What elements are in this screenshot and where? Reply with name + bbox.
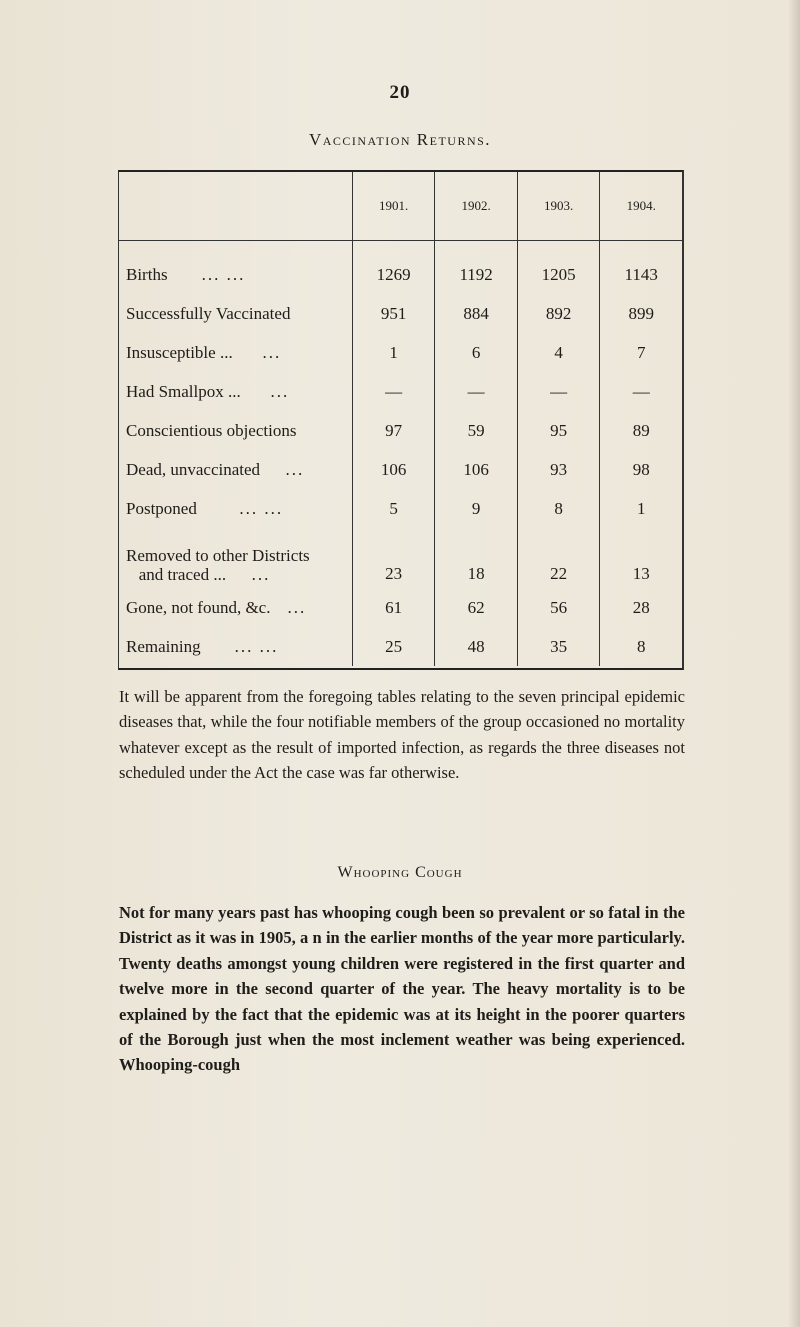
cell-value: 1143 — [600, 241, 682, 295]
section-title: Vaccination Returns. — [308, 130, 492, 149]
cell-value: — — [435, 372, 518, 411]
cell-value: 59 — [435, 411, 518, 450]
cell-value: — — [517, 372, 600, 411]
cell-value: 97 — [352, 411, 435, 450]
row-label: Insusceptible ... ... — [126, 342, 282, 362]
subheading-whooping-cough: Whooping Cough — [337, 864, 463, 881]
row-label: Had Smallpox ... ... — [126, 381, 290, 401]
table-row-remaining — [119, 627, 682, 666]
cell-value: 95 — [517, 411, 600, 450]
cell-value: 1205 — [517, 241, 600, 295]
row-label: Successfully Vaccinated — [126, 303, 291, 323]
table-row-gone-not-found — [119, 588, 682, 627]
cell-value: 56 — [517, 588, 600, 627]
cell-value: 25 — [352, 627, 435, 666]
header-year-1904: 1904. — [600, 172, 682, 241]
cell-value: 61 — [352, 588, 435, 627]
cell-value: 9 — [435, 489, 518, 528]
cell-value: 4 — [517, 333, 600, 372]
page-edge-shadow — [788, 0, 800, 1327]
cell-value: 89 — [600, 411, 682, 450]
cell-value: 106 — [435, 450, 518, 489]
header-year-1903: 1903. — [517, 172, 600, 241]
cell-value: 892 — [517, 294, 600, 333]
cell-value: 35 — [517, 627, 600, 666]
paragraph-epidemic-summary: It will be apparent from the foregoing tables relating to the seven principal epidemic diseases that, while the four notifiable members of the group occasioned no mortality whatever except as the result of imported infection, as regards the three diseases not scheduled under the Act the case was far otherwise. — [119, 687, 685, 783]
vaccination-returns-table — [118, 170, 684, 670]
paragraph-whooping-cough: Not for many years past has whooping cough been so prevalent or so fatal in the District as it was in 1905, a n in the earlier months of the year more particularly. Twenty deaths amongst young children were registered in the first quarter and twelve more in the second quarter of the year. The heavy mortality is to be explained by the fact that the epidemic was at its height in the poorer quarters of the Borough just when the most inclement weather was being experienced. Whooping-cough — [119, 903, 685, 1075]
cell-value: 1 — [352, 333, 435, 372]
cell-value: — — [600, 372, 682, 411]
cell-value: 1 — [600, 489, 682, 528]
cell-value: 28 — [600, 588, 682, 627]
table-row-dead-unvaccinated — [119, 450, 682, 489]
table-row-births — [119, 241, 682, 295]
cell-value: 93 — [517, 450, 600, 489]
cell-value: 18 — [435, 528, 518, 588]
row-label: Births ... ... — [126, 264, 246, 284]
cell-value: 1269 — [352, 241, 435, 295]
table-row-insusceptible — [119, 333, 682, 372]
cell-value: 8 — [517, 489, 600, 528]
cell-value: 8 — [600, 627, 682, 666]
table-row-postponed — [119, 489, 682, 528]
row-label: Removed to other Districts and traced ... ... — [126, 546, 310, 584]
cell-value: 23 — [352, 528, 435, 588]
table-row-successfully-vaccinated — [119, 294, 682, 333]
row-label: Gone, not found, &c. ... — [126, 597, 307, 617]
page-number: 20 — [389, 82, 411, 103]
row-label: Conscientious objections — [126, 420, 297, 440]
cell-value: 1192 — [435, 241, 518, 295]
cell-value: 22 — [517, 528, 600, 588]
row-label: Dead, unvaccinated ... — [126, 459, 305, 479]
cell-value: 6 — [435, 333, 518, 372]
returns-table-grid — [119, 172, 682, 666]
table-row-conscientious-objections — [119, 411, 682, 450]
cell-value: 48 — [435, 627, 518, 666]
row-label: Postponed ... ... — [126, 498, 284, 518]
cell-value: — — [352, 372, 435, 411]
cell-value: 7 — [600, 333, 682, 372]
cell-value: 899 — [600, 294, 682, 333]
table-row-removed-to-other-districts — [119, 528, 682, 588]
cell-value: 106 — [352, 450, 435, 489]
cell-value: 951 — [352, 294, 435, 333]
header-label-cell — [119, 172, 352, 241]
table-header-row — [119, 172, 682, 241]
cell-value: 884 — [435, 294, 518, 333]
row-label: Remaining ... ... — [126, 636, 279, 656]
header-year-1901: 1901. — [352, 172, 435, 241]
cell-value: 62 — [435, 588, 518, 627]
cell-value: 5 — [352, 489, 435, 528]
cell-value: 13 — [600, 528, 682, 588]
table-row-had-smallpox — [119, 372, 682, 411]
header-year-1902: 1902. — [435, 172, 518, 241]
cell-value: 98 — [600, 450, 682, 489]
